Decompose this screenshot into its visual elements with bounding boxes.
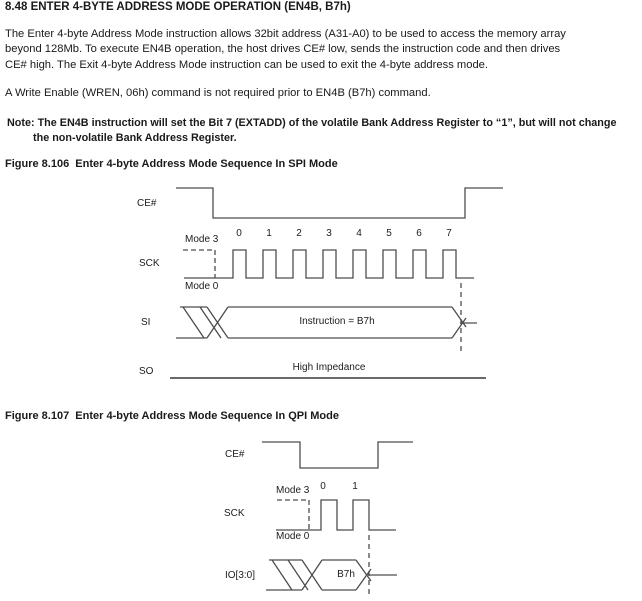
qpi-sck-waveform <box>276 500 396 530</box>
note-line-1: Note: The EN4B instruction will set the Bit 7 (EXTADD) of the volatile Bank Address Register to “1”, but will not change <box>7 117 617 129</box>
figure-8-107-caption: Figure 8.107 Enter 4-byte Address Mode Sequence In QPI Mode <box>5 410 339 422</box>
qpi-ce-waveform <box>262 442 413 468</box>
qpi-clock-number-0: 0 <box>320 481 326 492</box>
spi-clock-number-6: 6 <box>416 228 422 239</box>
intro-line-1: The Enter 4-byte Address Mode instruction allows 32bit address (A31-A0) to be used to access the memory array <box>5 28 566 40</box>
section-title: 8.48 ENTER 4-BYTE ADDRESS MODE OPERATION (EN4B, B7h) <box>5 1 351 13</box>
qpi-sck-mode3-dashed <box>277 500 309 530</box>
spi-sck-waveform <box>184 250 474 278</box>
qpi-io-signal-label: IO[3:0] <box>225 570 256 581</box>
spi-mode0-label: Mode 0 <box>185 281 219 292</box>
qpi-clock-number-1: 1 <box>352 481 358 492</box>
qpi-mode0-label: Mode 0 <box>276 531 310 542</box>
spi-sck-signal-label: SCK <box>139 258 160 269</box>
spi-ce-waveform <box>176 188 503 218</box>
spi-si-signal-label: SI <box>141 317 151 328</box>
spi-clock-number-5: 5 <box>386 228 392 239</box>
qpi-ce-signal-label: CE# <box>225 449 245 460</box>
figure-8-106-caption: Figure 8.106 Enter 4-byte Address Mode Sequence In SPI Mode <box>5 158 338 170</box>
qpi-mode3-label: Mode 3 <box>276 485 310 496</box>
spi-clock-number-7: 7 <box>446 228 452 239</box>
spi-instruction-bus-label: Instruction = B7h <box>299 316 375 327</box>
note-line-2: the non-volatile Bank Address Register. <box>33 132 237 144</box>
spi-sck-mode3-dashed <box>183 250 215 278</box>
spi-high-impedance-label: High Impedance <box>292 362 366 373</box>
spi-mode3-label: Mode 3 <box>185 234 219 245</box>
spi-so-signal-label: SO <box>139 366 154 377</box>
intro-line-2: beyond 128Mb. To execute EN4B operation, the host drives CE# low, sends the instruction code and then drives <box>5 43 561 55</box>
qpi-b7h-bus-label: B7h <box>337 569 355 580</box>
intro-line-3: CE# high. The Exit 4-byte Address Mode instruction can be used to exit the 4-byte address mode. <box>5 59 488 71</box>
spi-clock-number-2: 2 <box>296 228 302 239</box>
spi-ce-signal-label: CE# <box>137 198 157 209</box>
wren-paragraph: A Write Enable (WREN, 06h) command is not required prior to EN4B (B7h) command. <box>5 87 431 99</box>
spi-clock-number-1: 1 <box>266 228 272 239</box>
qpi-sck-signal-label: SCK <box>224 508 245 519</box>
spi-clock-number-3: 3 <box>326 228 332 239</box>
spi-clock-number-0: 0 <box>236 228 242 239</box>
spi-clock-number-4: 4 <box>356 228 362 239</box>
